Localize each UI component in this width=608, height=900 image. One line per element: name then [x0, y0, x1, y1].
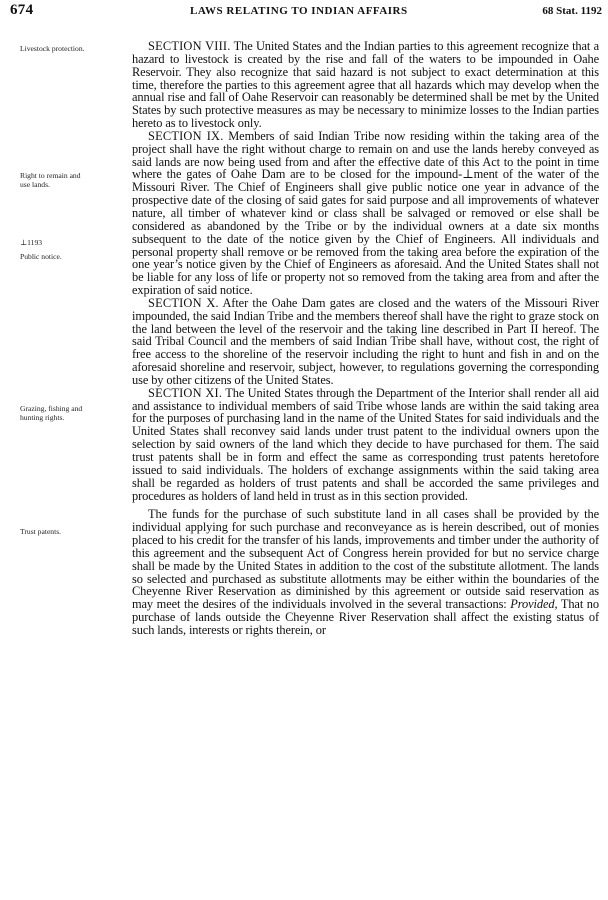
body-text	[132, 40, 599, 637]
margin-note-grazing-1: Grazing, fishing and	[20, 404, 83, 413]
margin-note-livestock: Livestock protection.	[20, 44, 85, 53]
funds-text-after: That no purchase of lands outside the Cheyenne River Reservation shall affect the existing status of such lands, interests or rights therein, or	[132, 597, 599, 637]
statute-reference: 68 Stat. 1192	[542, 5, 602, 17]
section-x	[132, 297, 599, 387]
funds-text: The funds for the purchase of such substitute land in all cases shall be provided by the individual applying for such purchase and reconveyance as is herein described, out of monies placed to his credit for the transfer of his lands, improvements and timber under the authority of this agreement and the subsequent Act of Congress herein provided for but no service charge shall be made by the United States in addition to the cost of the substitute allotment. The lands so selected and purchased as substitute allotments may be either within the boundaries of the Cheyenne River Reservation as diminished by this agreement or outside said reservation as may meet the desires of the individuals involved in the several transactions:	[132, 507, 599, 612]
page-number: 674	[10, 2, 34, 18]
section-ix	[132, 130, 599, 297]
margin-note-grazing-2: hunting rights.	[20, 413, 65, 422]
section-text: The United States through the Department of the Interior shall render all aid and assistance to individual members of said Tribe whose lands are within the said taking area for the purposes of purchasing land in the name of the United States for said individuals and the United States shall reconvey said lands under trust patent to the individual owners upon the selection by said owners of the land which they decide to have purchased for them. The said trust patents shall be in form and effect the same as corresponding trust patents heretofore issued to said individuals. The holders of exchange assignments within the said taking area shall be regarded as holders of trust patents and shall be accorded the same privileges and procedures as holders of land held in trust as in this section provided.	[132, 385, 600, 503]
section-text: After the Oahe Dam gates are closed and the waters of the Missouri River impounded, the said Indian Tribe and the members thereof shall have the right to graze stock on the land between the level of the reservoir and the taking line described in Part II hereof. The said Tribal Council and the members of said Indian Tribe shall have, without cost, the right of free access to the shoreline of the reservoir including the right to hunt and fish in and on the aforesaid shoreline and reservoir, subject, however, to regulations governing the corresponding use by other citizens of the United States.	[132, 295, 599, 387]
section-text: The United States and the Indian parties to this agreement recognize that a hazard to livestock is created by the rise and fall of the waters to be impounded in Oahe Reservoir. They also recognize that said hazard is not subject to exact determination at this time, therefore the parties to this agreement agree that all hazards which may develop when the annual rise and fall of Oahe Reservoir can reasonably be determined shall be met by the United States by such protective measures as may be necessary to minimize losses to the Indian parties hereto as to livestock only.	[132, 39, 599, 131]
section-text: Members of said Indian Tribe now residing within the taking area of the project shall have the right without charge to remain on and use the lands hereby conveyed as said lands are now being used from and after the effective date of this Act to the point in time where the gates of Oahe Dam are to be closed for the impound-⊥ment of the water of the Missouri River. The Chief of Engineers shall give public notice one year in advance of the prospective date of the closing of said gates for said purpose and all improvements of whatever nature, all timber of whatever kind or class shall be salvaged or removed or else shall be considered as abandoned by the Tribe or by the individual owners at a date six months subsequent to the date of the notice given by the Chief of Engineers. All individuals and personal property shall remove or be removed from the taking area before the expiration of the one year’s notice given by the Chief of Engineers as aforesaid. And the United States shall not be liable for any loss of life or property not so removed from the taking area from and after the expiration of said notice.	[132, 128, 600, 298]
section-heading: SECTION IX.	[148, 128, 224, 143]
margin-note-trust-patents: Trust patents.	[20, 527, 62, 536]
margin-note-right-to-remain-2: use lands.	[20, 180, 50, 189]
margin-note-right-to-remain-1: Right to remain and	[20, 171, 81, 180]
section-heading: SECTION XI.	[148, 385, 223, 400]
margin-note-public-notice: Public notice.	[20, 252, 62, 261]
section-xi	[132, 387, 599, 503]
page-header	[0, 0, 608, 22]
section-viii	[132, 40, 599, 130]
funds-paragraph	[132, 508, 599, 636]
section-heading: SECTION X.	[148, 295, 219, 310]
proviso: Provided,	[510, 597, 558, 612]
margin-page-marker: ⊥1193	[20, 238, 43, 247]
running-title: LAWS RELATING TO INDIAN AFFAIRS	[190, 5, 408, 17]
section-heading: SECTION VIII.	[148, 39, 231, 53]
